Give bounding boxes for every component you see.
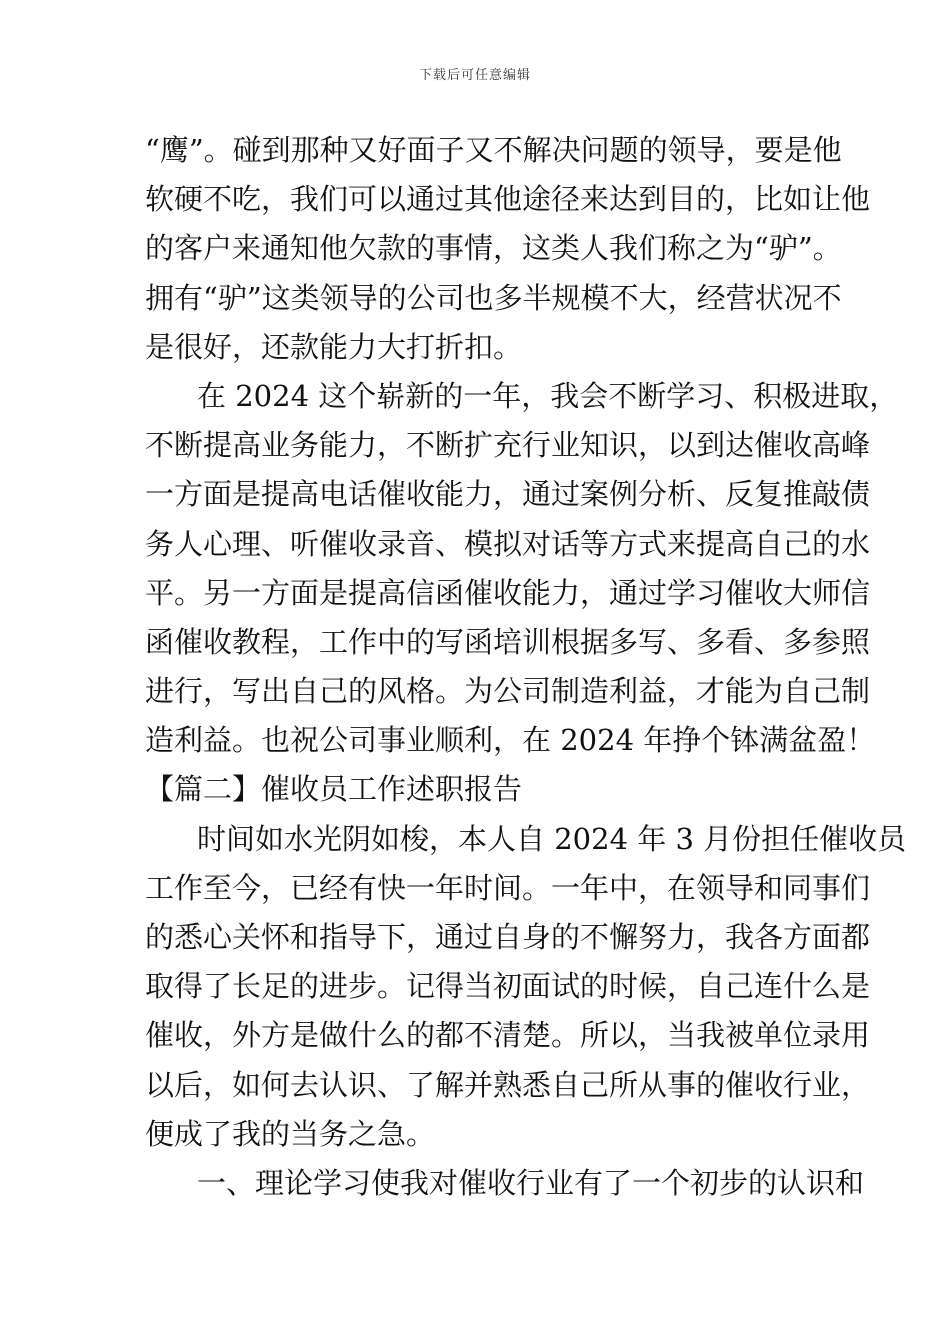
page-header: 下载后可任意编辑 <box>418 68 531 83</box>
text-line: 催收，外方是做什么的都不清楚。所以，当我被单位录用 <box>145 1018 871 1053</box>
document-body <box>145 126 907 1208</box>
text-line: 便成了我的当务之急。 <box>145 1116 436 1151</box>
text-line: 一、理论学习使我对催收行业有了一个初步的认识和 <box>197 1165 865 1200</box>
text-line: 务人心理、听催收录音、模拟对话等方式来提高自己的水 <box>145 526 871 561</box>
text-line: 一方面是提高电话催收能力，通过案例分析、反复推敲债 <box>145 477 871 512</box>
text-line: “鹰”。碰到那种又好面子又不解决问题的领导，要是他 <box>145 133 842 167</box>
text-line: 进行，写出自己的风格。为公司制造利益，才能为自己制 <box>145 674 871 709</box>
text-line: 在 2024 这个崭新的一年，我会不断学习、积极进取， <box>197 378 899 413</box>
text-line: 时间如水光阴如梭，本人自 2024 年 3 月份担任催收员 <box>197 821 907 856</box>
text-line: 造利益。也祝公司事业顺利，在 2024 年挣个钵满盆盈！ <box>145 723 876 758</box>
text-line: 函催收教程，工作中的写函培训根据多写、多看、多参照 <box>145 624 871 659</box>
text-line: 是很好，还款能力大打折扣。 <box>145 329 523 364</box>
text-line: 软硬不吃，我们可以通过其他途径来达到目的，比如让他 <box>145 182 871 217</box>
section-heading: 【篇二】催收员工作述职报告 <box>145 772 523 807</box>
text-line: 的悉心关怀和指导下，通过自身的不懈努力，我各方面都 <box>145 920 871 954</box>
text-line: 取得了长足的进步。记得当初面试的时候，自己连什么是 <box>145 969 871 1004</box>
text-line: 不断提高业务能力，不断扩充行业知识，以到达催收高峰 <box>145 428 871 463</box>
text-line: 以后，如何去认识、了解并熟悉自己所从事的催收行业， <box>145 1067 871 1102</box>
text-line: 的客户来通知他欠款的事情，这类人我们称之为“驴”。 <box>145 231 842 266</box>
text-line: 拥有“驴”这类领导的公司也多半规模不大，经营状况不 <box>145 280 842 315</box>
text-line: 平。另一方面是提高信函催收能力，通过学习催收大师信 <box>145 575 871 610</box>
text-line: 工作至今，已经有快一年时间。一年中，在领导和同事们 <box>145 870 871 905</box>
